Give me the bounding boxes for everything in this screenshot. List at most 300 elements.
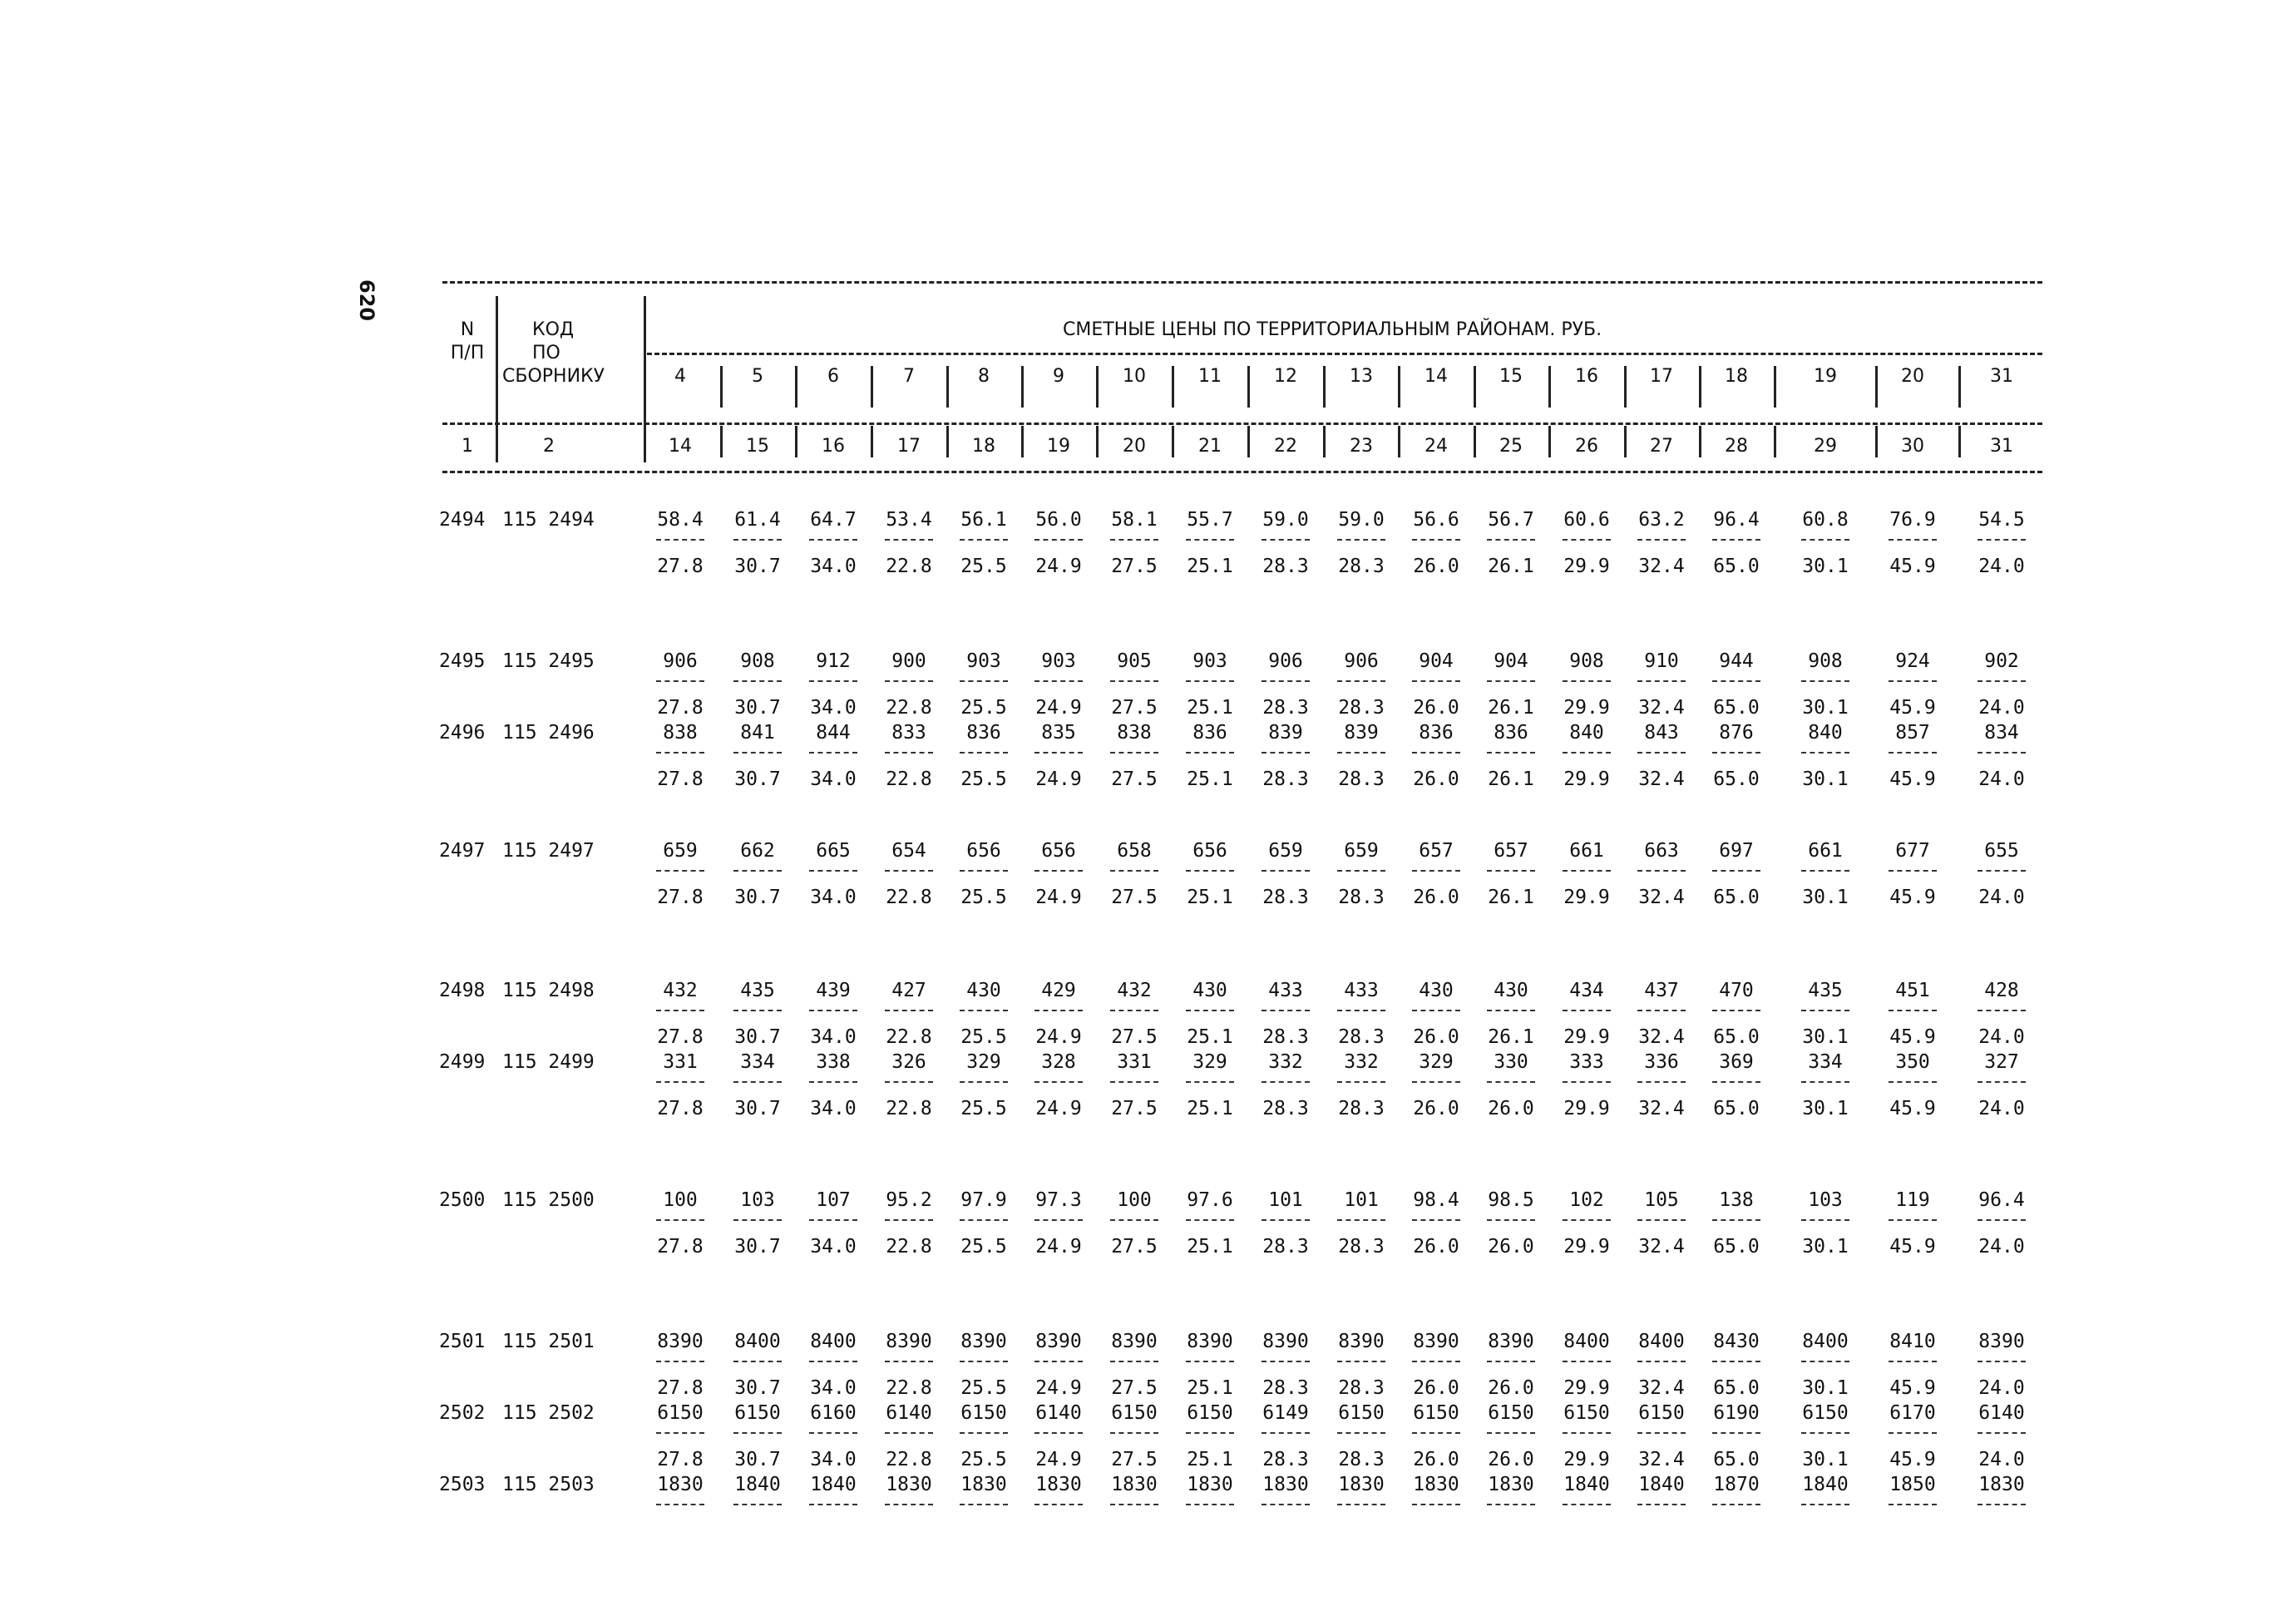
header-divider-col-index	[1247, 426, 1250, 457]
fraction-bar	[1110, 539, 1158, 541]
fraction-bar	[1034, 539, 1083, 541]
header-divider-col-index	[1774, 426, 1776, 457]
fraction-bar	[1412, 1432, 1460, 1434]
index-label: 23	[1350, 436, 1373, 457]
price-denominator: 27.8	[657, 1377, 704, 1399]
price-value: 1840	[734, 1474, 781, 1495]
price-value: 6140	[886, 1402, 932, 1424]
price-denominator: 34.0	[810, 1377, 857, 1399]
price-value: 96.4	[1978, 1189, 2025, 1211]
price-value: 58.4	[657, 509, 704, 531]
price-denominator: 25.1	[1187, 1098, 1233, 1119]
fraction-bar	[1563, 539, 1611, 541]
price-denominator: 26.0	[1413, 1236, 1459, 1258]
index-label: 16	[822, 436, 845, 457]
price-denominator: 30.7	[734, 1236, 781, 1258]
price-denominator: 24.9	[1035, 697, 1082, 719]
fraction-bar	[1712, 680, 1760, 682]
index-label: 26	[1575, 436, 1598, 457]
price-value: 656	[1041, 840, 1076, 862]
fraction-bar	[1186, 539, 1234, 541]
fraction-bar	[960, 680, 1008, 682]
price-denominator: 32.4	[1638, 768, 1685, 790]
price-value: 97.6	[1187, 1189, 1233, 1211]
price-denominator: 25.1	[1187, 1236, 1233, 1258]
price-value: 56.0	[1035, 509, 1082, 531]
price-value: 659	[1268, 840, 1303, 862]
fraction-bar	[1889, 1081, 1937, 1083]
price-value: 6170	[1889, 1402, 1936, 1424]
price-denominator: 45.9	[1889, 1377, 1936, 1399]
price-denominator: 26.0	[1413, 1098, 1459, 1119]
price-value: 334	[740, 1051, 775, 1073]
price-value: 841	[740, 722, 775, 744]
index-label: 20	[1123, 436, 1146, 457]
price-value: 905	[1117, 650, 1152, 672]
fraction-bar	[1034, 1361, 1083, 1362]
fraction-bar	[733, 1219, 782, 1221]
price-value: 1830	[886, 1474, 932, 1495]
price-denominator: 32.4	[1638, 1098, 1685, 1119]
price-value: 906	[663, 650, 698, 672]
fraction-bar	[1978, 752, 2026, 754]
price-value: 8410	[1889, 1331, 1936, 1352]
price-value: 55.7	[1187, 509, 1233, 531]
district-label: 12	[1274, 366, 1297, 387]
price-denominator: 30.7	[734, 1377, 781, 1399]
price-denominator: 26.0	[1488, 1377, 1534, 1399]
header-divider-col	[1875, 366, 1878, 408]
index-label: 25	[1499, 436, 1523, 457]
price-denominator: 27.5	[1111, 768, 1158, 790]
price-denominator: 29.9	[1563, 1098, 1610, 1119]
index-label: 18	[972, 436, 995, 457]
price-denominator: 22.8	[886, 697, 932, 719]
fraction-bar	[960, 1081, 1008, 1083]
fraction-bar	[1978, 1010, 2026, 1011]
price-denominator: 29.9	[1563, 887, 1610, 908]
price-value: 908	[740, 650, 775, 672]
price-value: 910	[1644, 650, 1679, 672]
header-divider-col-index	[1699, 426, 1701, 457]
price-value: 904	[1419, 650, 1454, 672]
price-denominator: 34.0	[810, 1449, 857, 1470]
district-label: 10	[1123, 366, 1146, 387]
index-label: 30	[1901, 436, 1924, 457]
price-value: 1830	[1035, 1474, 1082, 1495]
price-denominator: 28.3	[1338, 768, 1385, 790]
fraction-bar	[656, 1432, 704, 1434]
price-value: 8390	[1413, 1331, 1459, 1352]
header-rule-mid	[647, 353, 2042, 355]
index-label: 2	[543, 436, 555, 457]
header-divider-col-index	[795, 426, 797, 457]
fraction-bar	[1487, 1081, 1535, 1083]
fraction-bar	[1637, 1504, 1686, 1505]
price-denominator: 24.9	[1035, 887, 1082, 908]
header-divider-col-index	[1398, 426, 1400, 457]
price-value: 8390	[1111, 1331, 1158, 1352]
price-denominator: 26.0	[1413, 1449, 1459, 1470]
price-denominator: 24.9	[1035, 556, 1082, 577]
price-value: 8400	[810, 1331, 857, 1352]
district-label: 31	[1990, 366, 2013, 387]
price-value: 834	[1984, 722, 2019, 744]
fraction-bar	[885, 680, 933, 682]
fraction-bar	[1337, 752, 1385, 754]
fraction-bar	[809, 1432, 857, 1434]
fraction-bar	[1801, 1081, 1849, 1083]
price-value: 900	[891, 650, 926, 672]
price-denominator: 24.0	[1978, 556, 2025, 577]
price-value: 659	[1344, 840, 1379, 862]
price-value: 336	[1644, 1051, 1679, 1073]
price-denominator: 29.9	[1563, 1377, 1610, 1399]
price-denominator: 28.3	[1262, 697, 1309, 719]
price-value: 663	[1644, 840, 1679, 862]
price-value: 665	[816, 840, 851, 862]
price-value: 432	[663, 980, 698, 1001]
price-value: 839	[1344, 722, 1379, 744]
price-denominator: 45.9	[1889, 697, 1936, 719]
header-divider-col	[795, 366, 797, 408]
fraction-bar	[1412, 1081, 1460, 1083]
fraction-bar	[1110, 1081, 1158, 1083]
price-denominator: 28.3	[1338, 556, 1385, 577]
price-denominator: 30.7	[734, 1449, 781, 1470]
fraction-bar	[1801, 752, 1849, 754]
price-value: 8390	[886, 1331, 932, 1352]
price-denominator: 28.3	[1262, 1449, 1309, 1470]
header-divider-col	[1474, 366, 1476, 408]
fraction-bar	[1889, 1010, 1937, 1011]
index-label: 1	[462, 436, 473, 457]
price-value: 908	[1808, 650, 1843, 672]
header-divider-col	[720, 366, 723, 408]
price-value: 876	[1719, 722, 1754, 744]
header-divider-col	[1774, 366, 1776, 408]
price-value: 98.4	[1413, 1189, 1459, 1211]
price-value: 430	[1419, 980, 1454, 1001]
price-value: 677	[1895, 840, 1930, 862]
price-value: 100	[663, 1189, 698, 1211]
price-denominator: 26.1	[1488, 697, 1534, 719]
price-value: 6150	[734, 1402, 781, 1424]
price-value: 330	[1494, 1051, 1528, 1073]
fraction-bar	[960, 1361, 1008, 1362]
price-value: 1830	[1488, 1474, 1534, 1495]
fraction-bar	[1337, 870, 1385, 872]
price-value: 833	[891, 722, 926, 744]
price-value: 835	[1041, 722, 1076, 744]
fraction-bar	[1637, 1010, 1686, 1011]
header-n: N	[460, 319, 475, 340]
fraction-bar	[885, 1432, 933, 1434]
price-value: 656	[1192, 840, 1227, 862]
price-value: 97.3	[1035, 1189, 1082, 1211]
price-denominator: 28.3	[1262, 556, 1309, 577]
header-divider-col-index	[1548, 426, 1551, 457]
price-denominator: 34.0	[810, 556, 857, 577]
price-denominator: 65.0	[1713, 556, 1760, 577]
price-denominator: 32.4	[1638, 556, 1685, 577]
fraction-bar	[1487, 870, 1535, 872]
fraction-bar	[1801, 539, 1849, 541]
price-value: 8390	[960, 1331, 1007, 1352]
fraction-bar	[1637, 1432, 1686, 1434]
price-value: 655	[1984, 840, 2019, 862]
index-label: 27	[1650, 436, 1673, 457]
price-value: 470	[1719, 980, 1754, 1001]
district-label: 19	[1814, 366, 1837, 387]
header-divider-col	[1699, 366, 1701, 408]
fraction-bar	[885, 539, 933, 541]
price-value: 58.1	[1111, 509, 1158, 531]
price-denominator: 25.5	[960, 697, 1007, 719]
row-number: 2501	[439, 1331, 486, 1352]
district-label: 4	[674, 366, 686, 387]
price-denominator: 65.0	[1713, 887, 1760, 908]
header-divider-col-index	[1096, 426, 1099, 457]
price-denominator: 28.3	[1262, 1377, 1309, 1399]
price-denominator: 27.8	[657, 1098, 704, 1119]
price-value: 838	[1117, 722, 1152, 744]
fraction-bar	[1889, 1504, 1937, 1505]
price-value: 912	[816, 650, 851, 672]
page-number: 620	[355, 279, 378, 322]
price-value: 924	[1895, 650, 1930, 672]
price-value: 350	[1895, 1051, 1930, 1073]
fraction-bar	[1637, 752, 1686, 754]
price-denominator: 22.8	[886, 1236, 932, 1258]
price-value: 6160	[810, 1402, 857, 1424]
price-value: 840	[1569, 722, 1604, 744]
fraction-bar	[1487, 1432, 1535, 1434]
price-denominator: 22.8	[886, 887, 932, 908]
price-value: 328	[1041, 1051, 1076, 1073]
fraction-bar	[1978, 1361, 2026, 1362]
fraction-bar	[1978, 1504, 2026, 1505]
price-denominator: 26.0	[1413, 887, 1459, 908]
price-value: 838	[663, 722, 698, 744]
fraction-bar	[733, 1504, 782, 1505]
price-denominator: 27.5	[1111, 1377, 1158, 1399]
price-value: 439	[816, 980, 851, 1001]
header-divider-col-index	[1875, 426, 1878, 457]
price-denominator: 26.0	[1413, 768, 1459, 790]
fraction-bar	[1034, 1081, 1083, 1083]
fraction-bar	[1801, 870, 1849, 872]
price-value: 331	[663, 1051, 698, 1073]
price-denominator: 34.0	[810, 697, 857, 719]
price-value: 427	[891, 980, 926, 1001]
fraction-bar	[1712, 1219, 1760, 1221]
index-label: 24	[1425, 436, 1448, 457]
fraction-bar	[1801, 1361, 1849, 1362]
price-value: 56.7	[1488, 509, 1534, 531]
fraction-bar	[1186, 752, 1234, 754]
row-number: 2496	[439, 722, 486, 744]
row-code: 115 2500	[502, 1189, 595, 1211]
row-number: 2502	[439, 1402, 486, 1424]
price-value: 435	[740, 980, 775, 1001]
price-denominator: 26.1	[1488, 1026, 1534, 1048]
price-denominator: 27.8	[657, 1236, 704, 1258]
fraction-bar	[1412, 752, 1460, 754]
price-denominator: 27.5	[1111, 1026, 1158, 1048]
fraction-bar	[656, 1010, 704, 1011]
price-value: 437	[1644, 980, 1679, 1001]
fraction-bar	[1712, 539, 1760, 541]
header-divider-col-index	[871, 426, 873, 457]
fraction-bar	[885, 870, 933, 872]
fraction-bar	[733, 752, 782, 754]
price-value: 96.4	[1713, 509, 1760, 531]
price-value: 8390	[1035, 1331, 1082, 1352]
fraction-bar	[1889, 870, 1937, 872]
price-value: 836	[1494, 722, 1528, 744]
price-value: 903	[1192, 650, 1227, 672]
fraction-bar	[656, 1219, 704, 1221]
header-code3: СБОРНИКУ	[502, 366, 605, 387]
price-value: 430	[1494, 980, 1528, 1001]
price-denominator: 30.7	[734, 1026, 781, 1048]
price-denominator: 26.0	[1413, 1377, 1459, 1399]
fraction-bar	[733, 680, 782, 682]
fraction-bar	[1337, 539, 1385, 541]
price-denominator: 32.4	[1638, 697, 1685, 719]
price-denominator: 27.5	[1111, 1449, 1158, 1470]
price-value: 435	[1808, 980, 1843, 1001]
fraction-bar	[733, 870, 782, 872]
fraction-bar	[1337, 680, 1385, 682]
price-denominator: 27.8	[657, 1449, 704, 1470]
price-value: 338	[816, 1051, 851, 1073]
price-denominator: 34.0	[810, 1026, 857, 1048]
district-label: 8	[978, 366, 990, 387]
price-denominator: 22.8	[886, 1026, 932, 1048]
price-denominator: 22.8	[886, 1449, 932, 1470]
price-denominator: 29.9	[1563, 556, 1610, 577]
header-divider-col	[946, 366, 949, 408]
price-denominator: 32.4	[1638, 1449, 1685, 1470]
index-label: 22	[1274, 436, 1297, 457]
price-value: 60.8	[1802, 509, 1849, 531]
price-denominator: 27.5	[1111, 697, 1158, 719]
price-denominator: 25.5	[960, 556, 1007, 577]
district-label: 7	[903, 366, 915, 387]
price-value: 329	[966, 1051, 1001, 1073]
price-value: 1830	[1187, 1474, 1233, 1495]
price-denominator: 25.5	[960, 1377, 1007, 1399]
row-code: 115 2499	[502, 1051, 595, 1073]
price-value: 326	[891, 1051, 926, 1073]
price-denominator: 32.4	[1638, 1236, 1685, 1258]
price-denominator: 30.7	[734, 887, 781, 908]
fraction-bar	[1110, 1361, 1158, 1362]
fraction-bar	[1337, 1219, 1385, 1221]
price-value: 434	[1569, 980, 1604, 1001]
price-denominator: 28.3	[1338, 1449, 1385, 1470]
price-value: 661	[1569, 840, 1604, 862]
price-denominator: 45.9	[1889, 887, 1936, 908]
price-denominator: 30.1	[1802, 887, 1849, 908]
row-number: 2497	[439, 840, 486, 862]
fraction-bar	[809, 1010, 857, 1011]
price-denominator: 25.1	[1187, 556, 1233, 577]
price-denominator: 24.9	[1035, 1449, 1082, 1470]
price-value: 659	[663, 840, 698, 862]
price-denominator: 65.0	[1713, 768, 1760, 790]
price-value: 908	[1569, 650, 1604, 672]
price-value: 656	[966, 840, 1001, 862]
fraction-bar	[885, 1081, 933, 1083]
fraction-bar	[1487, 752, 1535, 754]
price-value: 432	[1117, 980, 1152, 1001]
price-value: 839	[1268, 722, 1303, 744]
price-value: 102	[1569, 1189, 1604, 1211]
price-value: 1830	[657, 1474, 704, 1495]
index-label: 28	[1725, 436, 1748, 457]
price-denominator: 24.0	[1978, 887, 2025, 908]
price-denominator: 24.0	[1978, 768, 2025, 790]
price-value: 906	[1344, 650, 1379, 672]
fraction-bar	[1262, 1504, 1310, 1505]
fraction-bar	[1412, 1219, 1460, 1221]
price-value: 1830	[1413, 1474, 1459, 1495]
header-divider-col	[1398, 366, 1400, 408]
price-value: 903	[1041, 650, 1076, 672]
fraction-bar	[1262, 539, 1310, 541]
fraction-bar	[1110, 870, 1158, 872]
price-denominator: 26.0	[1413, 697, 1459, 719]
header-divider-col	[1323, 366, 1326, 408]
price-denominator: 25.1	[1187, 1026, 1233, 1048]
price-denominator: 25.1	[1187, 887, 1233, 908]
price-denominator: 25.5	[960, 1026, 1007, 1048]
price-value: 6150	[1488, 1402, 1534, 1424]
price-denominator: 65.0	[1713, 1377, 1760, 1399]
fraction-bar	[1978, 1081, 2026, 1083]
price-denominator: 29.9	[1563, 1449, 1610, 1470]
price-value: 6150	[1413, 1402, 1459, 1424]
fraction-bar	[1801, 1504, 1849, 1505]
fraction-bar	[1110, 1010, 1158, 1011]
index-label: 29	[1814, 436, 1837, 457]
header-divider-col-index	[946, 426, 949, 457]
price-denominator: 25.5	[960, 1236, 1007, 1258]
price-value: 8390	[1488, 1331, 1534, 1352]
row-code: 115 2494	[502, 509, 595, 531]
header-rule-sub	[442, 422, 2042, 425]
price-value: 6150	[1338, 1402, 1385, 1424]
fraction-bar	[885, 1504, 933, 1505]
price-value: 836	[966, 722, 1001, 744]
price-value: 97.9	[960, 1189, 1007, 1211]
fraction-bar	[1186, 680, 1234, 682]
price-value: 332	[1344, 1051, 1379, 1073]
fraction-bar	[1978, 539, 2026, 541]
price-value: 836	[1419, 722, 1454, 744]
fraction-bar	[1186, 1010, 1234, 1011]
price-denominator: 26.0	[1488, 1236, 1534, 1258]
price-value: 6150	[1563, 1402, 1610, 1424]
fraction-bar	[1978, 1432, 2026, 1434]
header-n2: П/П	[450, 343, 485, 363]
fraction-bar	[1412, 870, 1460, 872]
price-denominator: 30.1	[1802, 1026, 1849, 1048]
fraction-bar	[1110, 1219, 1158, 1221]
